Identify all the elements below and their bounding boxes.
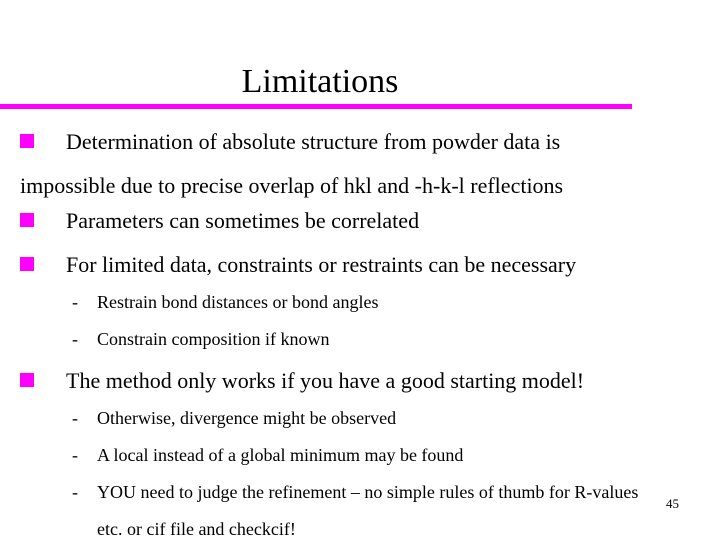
square-bullet-icon xyxy=(20,373,34,387)
page-number: 45 xyxy=(666,496,679,511)
bullet-text: Parameters can sometimes be correlated xyxy=(66,208,420,233)
bullet-text: Determination of absolute structure from powder data is impossible due to precise overlap of hkl and -h-k-l reflections xyxy=(20,129,564,198)
bullet-limited-data xyxy=(20,243,634,287)
slide-title: Limitations xyxy=(241,63,399,100)
sub-bullet-text: A local instead of a global minimum may be found xyxy=(97,445,464,465)
sub-bullet-judge-refinement xyxy=(72,474,647,548)
sub-bullet-restrain-bonds xyxy=(72,284,662,321)
bullet-text: The method only works if you have a good starting model! xyxy=(66,368,585,393)
sub-bullet-text: Constrain composition if known xyxy=(97,329,330,349)
sub-bullet-constrain-composition xyxy=(72,321,662,358)
bullet-absolute-structure xyxy=(20,120,634,208)
dash-bullet-icon: - xyxy=(72,408,78,428)
square-bullet-icon xyxy=(20,134,34,148)
sub-bullet-text: YOU need to judge the refinement – no simple rules of thumb for R-values etc. or cif file and checkcif! xyxy=(97,482,639,539)
dash-bullet-icon: - xyxy=(72,482,78,502)
dash-bullet-icon: - xyxy=(72,329,78,349)
sub-bullet-text: Otherwise, divergence might be observed xyxy=(97,408,397,428)
bullet-correlated-parameters xyxy=(20,199,634,243)
dash-bullet-icon: - xyxy=(72,292,78,312)
bullet-starting-model xyxy=(20,359,634,403)
sub-bullet-local-minimum xyxy=(72,437,662,474)
sub-bullet-divergence xyxy=(72,400,662,437)
title-underline xyxy=(0,104,632,109)
dash-bullet-icon: - xyxy=(72,445,78,465)
square-bullet-icon xyxy=(20,257,34,271)
bullet-text: For limited data, constraints or restraints can be necessary xyxy=(66,252,577,277)
sub-bullet-text: Restrain bond distances or bond angles xyxy=(97,292,379,312)
square-bullet-icon xyxy=(20,213,34,227)
